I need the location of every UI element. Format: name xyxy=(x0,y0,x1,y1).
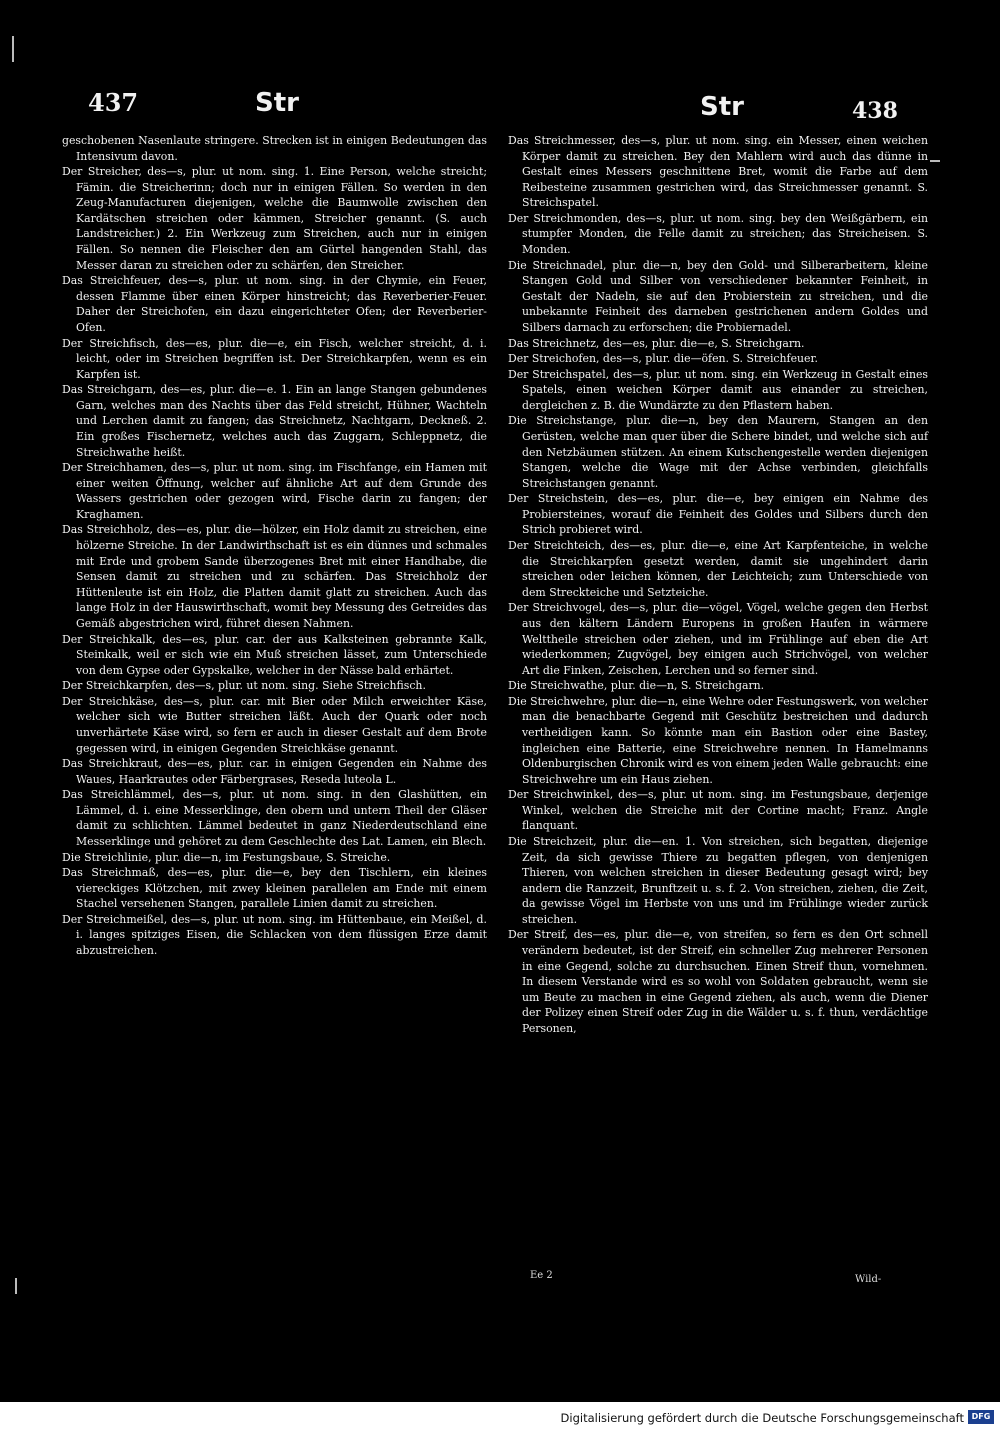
dictionary-entry: Die Streichlinie, plur. die—n, im Festungsbaue, S. Streiche. xyxy=(62,850,391,864)
dictionary-entry: Der Streichwinkel, des—s, plur. ut nom. sing. im Festungsbaue, derjenige Winkel, welchen die Streiche mit der Cortine macht; Franz. Angle flanquant. xyxy=(508,788,928,833)
dictionary-entry: Der Streichvogel, des—s, plur. die—vögel, Vögel, welche gegen den Herbst aus den kältern Ländern Europens in großen Haufen in wärmere Welttheile streichen oder ziehen, und im Frühlinge auf eben die Art wiederkommen; Zugvögel, bey einigen auch Strichvögel, von welcher Art die Finken, Zeischen, Lerchen und so ferner sind. xyxy=(508,601,928,677)
dictionary-entry: Die Streichzeit, plur. die—en. 1. Von streichen, sich begatten, diejenige Zeit, da sich gewisse Thiere zu begatten pflegen, von denjenigen Thieren, von welchen streichen in dieser Bedeutung gesagt wird; bey andern die Ranzzeit, Brunftzeit u. s. f. 2. Von streichen, ziehen, die Zeit, da gewisse Vögel im Herbste von uns und im Frühlinge wieder zurück streichen. xyxy=(508,835,928,926)
dictionary-entry: Der Streichofen, des—s, plur. die—öfen. S. Streichfeuer. xyxy=(508,352,818,366)
dictionary-entry: Der Streichhamen, des—s, plur. ut nom. sing. im Fischfange, ein Hamen mit einer weiten Öffnung, welcher auf ähnliche Art auf dem Grunde des Wassers gestrichen oder gezogen wird, Fische darin zu fangen; der Kraghamen. xyxy=(62,461,487,521)
dictionary-entry: Das Streichmesser, des—s, plur. ut nom. sing. ein Messer, einen weichen Körper damit zu streichen. Bey den Mahlern wird auch das dünne in Gestalt eines Messers geschnittene Bret, womit die Farbe auf dem Reibesteine zusammen gestrichen wird, das Streichmesser genannt. S. Streichspatel. xyxy=(508,134,928,210)
dictionary-entry: Der Streicher, des—s, plur. ut nom. sing. 1. Eine Person, welche streicht; Fämin. die Streicherinn; doch nur in einigen Fällen. So werden in den Zeug-Manufacturen diejenigen, welche die Baumwolle zwischen den Kardätschen streichen oder kämmen, Streicher genannt. (S. auch Landstreicher.) 2. Ein Werkzeug zum Streichen, auch nur in einigen Fällen. So nennen die Fleischer den am Gürtel hangenden Stahl, das Messer daran zu streichen oder zu schärfen, den Streicher. xyxy=(62,165,487,272)
dictionary-entry: Der Streichspatel, des—s, plur. ut nom. sing. ein Werkzeug in Gestalt eines Spatels, einen weichen Körper damit aus einander zu streichen, dergleichen z. B. die Wundärzte zu den Pflastern haben. xyxy=(508,367,928,412)
signature-mark: Ee 2 xyxy=(530,1270,553,1281)
margin-mark xyxy=(12,36,14,62)
dictionary-entry: Die Streichstange, plur. die—n, bey den Maurern, Stangen an den Gerüsten, welche man quer über die Schere bindet, und welche sich auf den Netzbäumen stützen. An einem Kutschengestelle werden diejenigen Stangen, welche die Wage mit der Achse verbinden, gleichfalls Streichstangen genannt. xyxy=(508,414,928,490)
dfg-logo-icon: DFG xyxy=(968,1410,994,1424)
dictionary-entry: Der Streichkäse, des—s, plur. car. mit Bier oder Milch erweichter Käse, welcher sich wie Butter streichen läßt. Auch der Quark oder noch unverhärtete Käse wird, so fern er auch in dieser Gestalt auf dem Brote gegessen wird, in einigen Gegenden Streichkäse genannt. xyxy=(62,694,487,755)
dictionary-entry: Das Streichgarn, des—es, plur. die—e. 1. Ein an lange Stangen gebundenes Garn, welches man des Nachts über das Feld streicht, Hühner, Wachteln und Lerchen damit zu fangen; das Streichnetz, Nachtgarn, Deckneß. 2. Ein großes Fischernetz, welches auch das Zuggarn, Schleppnetz, die Streichwathe heißt. xyxy=(62,383,487,459)
dictionary-entry: Das Streichkraut, des—es, plur. car. in einigen Gegenden ein Nahme des Waues, Haarkrautes oder Färbergrases, Reseda luteola L. xyxy=(62,757,487,786)
running-head-right: Str xyxy=(700,92,744,122)
right-column xyxy=(508,133,928,1037)
funding-credit: Digitalisierung gefördert durch die Deutsche Forschungsgemeinschaft xyxy=(560,1411,964,1425)
dictionary-entry: Der Streichteich, des—es, plur. die—e, eine Art Karpfenteiche, in welche die Streichkarpfen gesetzt werden, damit sie ungehindert darin streichen oder leichen können, der Leichteich; zum Unterschiede von dem Streckteiche und Setzteiche. xyxy=(508,539,928,599)
catchword: Wild- xyxy=(855,1274,882,1285)
page-number-right: 438 xyxy=(852,98,898,124)
margin-mark xyxy=(930,160,940,162)
footer-bar xyxy=(0,1402,1000,1432)
dictionary-entry: Das Streichmaß, des—es, plur. die—e, bey den Tischlern, ein kleines viereckiges Klötzchen, mit zwey kleinen parallelen am Ende mit einem Stachel versehenen Stangen, parallele Linien damit zu streichen. xyxy=(62,866,487,911)
dictionary-entry: Die Streichwathe, plur. die—n, S. Streichgarn. xyxy=(508,679,765,693)
dictionary-entry: Die Streichnadel, plur. die—n, bey den Gold- und Silberarbeitern, kleine Stangen Gold und Silber von verschiedener bekannter Feinheit, in Gestalt der Nadeln, sie auf den Probierstein zu streichen, und die unbekannte Feinheit des darneben gestrichenen andern Goldes und Silbers darnach zu erforschen; die Probiernadel. xyxy=(508,258,928,334)
dictionary-entry: Der Streichmonden, des—s, plur. ut nom. sing. bey den Weißgärbern, ein stumpfer Monden, die Felle damit zu streichen; das Streicheisen. S. Monden. xyxy=(508,211,928,257)
page-number-left: 437 xyxy=(88,88,139,117)
dictionary-entry: Das Streichfeuer, des—s, plur. ut nom. sing. in der Chymie, ein Feuer, dessen Flamme über einen Körper hinstreicht; das Reverberier-Feuer. Daher der Streichofen, ein dazu eingerichteter Ofen; der Reverberier-Ofen. xyxy=(62,274,487,334)
dictionary-entry: Der Streichkalk, des—es, plur. car. der aus Kalksteinen gebrannte Kalk, Steinkalk, weil er sich wie ein Muß streichen lässet, zum Unterschiede von dem Gypse oder Gypskalke, welcher in der Nässe bald erhärtet. xyxy=(62,632,487,677)
left-column xyxy=(62,133,487,959)
dictionary-entry: geschobenen Nasenlaute stringere. Strecken ist in einigen Bedeutungen das Intensivum davon. xyxy=(62,134,487,163)
dictionary-entry: Die Streichwehre, plur. die—n, eine Wehre oder Festungswerk, von welcher man die benachbarte Gegend mit Geschütz bestreichen und dadurch vertheidigen kann. So könnte man ein Bastion oder eine Bastey, ingleichen eine Batterie, eine Streichwehre nennen. In Hamelmanns Oldenburgischen Chronik wird es von einem jeden Walle gebraucht: eine Streichwehre um ein Haus ziehen. xyxy=(508,694,928,786)
dictionary-entry: Das Streichlämmel, des—s, plur. ut nom. sing. in den Glashütten, ein Lämmel, d. i. eine Messerklinge, den obern und untern Theil der Gläser damit zu schlichten. Lämmel bedeutet in ganz Niederdeutschland eine Messerklinge und gehöret zu dem Geschlechte des Lat. Lamen, ein Blech. xyxy=(62,788,487,849)
dictionary-entry: Der Streichstein, des—es, plur. die—e, bey einigen ein Nahme des Probiersteines, worauf die Feinheit des Goldes und Silbers durch den Strich probieret wird. xyxy=(508,492,928,537)
dictionary-entry: Das Streichnetz, des—es, plur. die—e, S. Streichgarn. xyxy=(508,336,805,350)
dictionary-entry: Das Streichholz, des—es, plur. die—hölzer, ein Holz damit zu streichen, eine hölzerne Streiche. In der Landwirthschaft ist es ein dünnes und schmales mit Erde und grobem Sande überzogenes Bret mit einer Handhabe, die Sensen damit zu streichen und zu schärfen. Das Streichholz der Hüttenleute ist ein Holz, die Platten damit glatt zu streichen. Auch das lange Holz in der Hauswirthschaft, womit bey Messung des Getreides das Gemäß abgestrichen wird, führet diesen Nahmen. xyxy=(62,523,487,630)
dictionary-entry: Der Streif, des—es, plur. die—e, von streifen, so fern es den Ort schnell verändern bedeutet, ist der Streif, ein schneller Zug mehrerer Personen in eine Gegend, solche zu durchsuchen. Einen Streif thun, vornehmen. In diesem Verstande wird es so wohl von Soldaten gebraucht, wenn sie um Beute zu machen in eine Gegend ziehen, als auch, wenn die Diener der Polizey einen Streif oder Zug in die Wälder u. s. f. thun, verdächtige Personen, xyxy=(508,928,928,1035)
margin-mark xyxy=(15,1278,17,1294)
dictionary-entry: Der Streichmeißel, des—s, plur. ut nom. sing. im Hüttenbaue, ein Meißel, d. i. langes spitziges Eisen, die Schlacken von dem flüssigen Erze damit abzustreichen. xyxy=(62,912,487,958)
running-head-left: Str xyxy=(255,88,299,118)
dictionary-entry: Der Streichfisch, des—es, plur. die—e, ein Fisch, welcher streicht, d. i. leicht, oder im Streichen begriffen ist. Der Streichkarpfen, wenn es ein Karpfen ist. xyxy=(62,336,487,381)
dictionary-entry: Der Streichkarpfen, des—s, plur. ut nom. sing. Siehe Streichfisch. xyxy=(62,679,426,693)
